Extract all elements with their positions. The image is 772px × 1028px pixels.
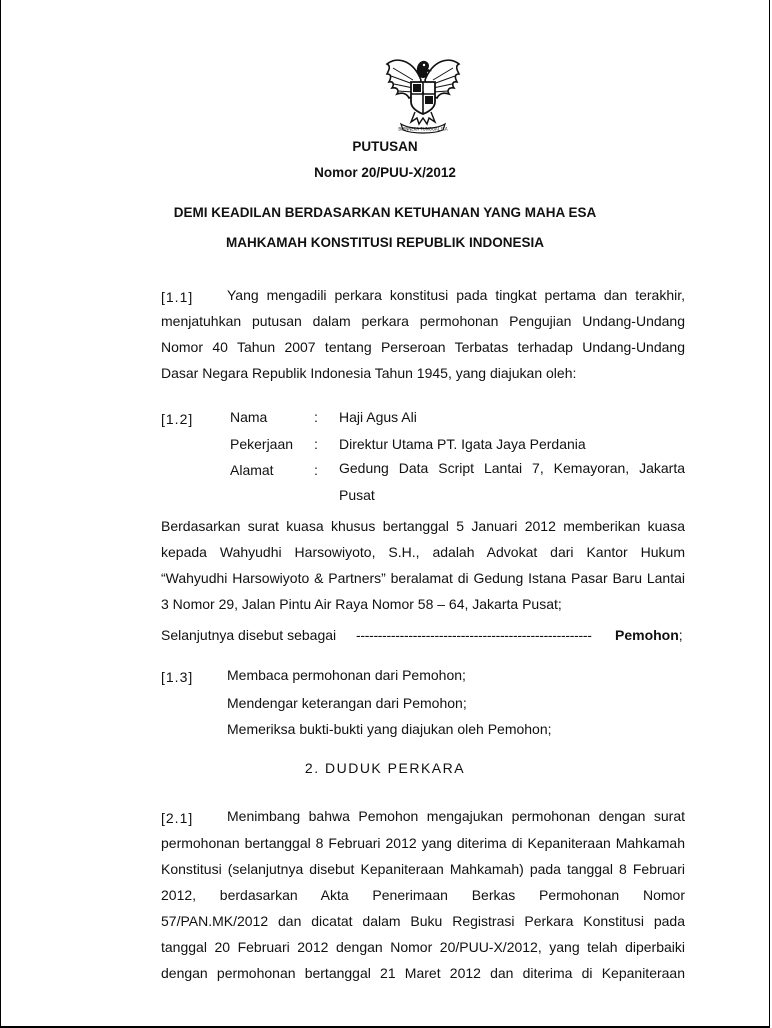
paragraph-line: Menimbang bahwa Pemohon mengajukan permohonan dengan surat	[227, 808, 685, 824]
paragraph-line: 2012, berdasarkan Akta Penerimaan Berkas Permohonan Nomor	[161, 887, 685, 903]
field-value-alamat: Gedung Data Script Lantai 7, Kemayoran, Jakarta	[339, 460, 685, 476]
garuda-emblem-icon	[383, 50, 463, 136]
paragraph-line: tanggal 20 Februari 2012 dengan Nomor 20/PUU-X/2012, yang telah diperbaiki	[161, 939, 685, 955]
paragraph-line: permohonan bertanggal 8 Februari 2012 yang diterima di Kepaniteraan Mahkamah	[161, 835, 685, 851]
field-label-nama: Nama	[230, 409, 268, 425]
paragraph-number: [1.2]	[161, 411, 194, 427]
paragraph-line: 57/PAN.MK/2012 dan dicatat dalam Buku Registrasi Perkara Konstitusi pada	[161, 913, 685, 929]
paragraph-line: dengan permohonan bertanggal 21 Maret 2012 dan diterima di Kepaniteraan	[161, 965, 685, 981]
field-value-alamat-cont: Pusat	[339, 487, 375, 503]
semicolon: ;	[678, 627, 683, 643]
paragraph-number: [1.1]	[161, 289, 194, 305]
paragraph-line: kepada Wahyudhi Harsowiyoto, S.H., adalah Advokat dari Kantor Hukum	[161, 544, 685, 560]
list-item: Mendengar keterangan dari Pemohon;	[227, 695, 467, 711]
court-name: MAHKAMAH KONSTITUSI REPUBLIK INDONESIA	[225, 235, 544, 250]
section-heading: 2. DUDUK PERKARA	[304, 760, 466, 776]
dash-leader: ------------------------------------------------------	[356, 627, 592, 643]
field-separator: :	[314, 409, 318, 425]
paragraph-line: Yang mengadili perkara konstitusi pada tingkat pertama dan terakhir,	[227, 287, 685, 303]
paragraph-line: Konstitusi (selanjutnya disebut Kepaniteraan Mahkamah) pada tanggal 8 Februari	[161, 861, 685, 877]
case-number: Nomor 20/PUU-X/2012	[314, 165, 456, 180]
paragraph-line: 3 Nomor 29, Jalan Pintu Air Raya Nomor 58 – 64, Jakarta Pusat;	[161, 596, 562, 612]
list-item: Memeriksa bukti-bukti yang diajukan oleh Pemohon;	[227, 721, 552, 737]
emblem-motto: BHINNEKA TUNGGAL IKA	[398, 126, 448, 132]
field-label-alamat: Alamat	[230, 462, 274, 478]
paragraph-line: “Wahyudhi Harsowiyoto & Partners” beralamat di Gedung Istana Pasar Baru Lantai	[161, 570, 685, 586]
field-separator: :	[314, 436, 318, 452]
field-value-nama: Haji Agus Ali	[339, 409, 417, 425]
selanjutnya-label: Selanjutnya disebut sebagai	[161, 627, 337, 643]
paragraph-number: [1.3]	[161, 669, 194, 685]
paragraph-line: Dasar Negara Republik Indonesia Tahun 1945, yang diajukan oleh:	[161, 365, 577, 381]
field-separator: :	[314, 462, 318, 478]
paragraph-line: menjatuhkan putusan dalam perkara permohonan Pengujian Undang-Undang	[161, 313, 685, 329]
field-label-pekerjaan: Pekerjaan	[230, 436, 294, 452]
paragraph-line: Nomor 40 Tahun 2007 tentang Perseroan Terbatas terhadap Undang-Undang	[161, 339, 685, 355]
document-title: PUTUSAN	[352, 139, 418, 154]
list-item: Membaca permohonan dari Pemohon;	[227, 667, 466, 683]
field-value-pekerjaan: Direktur Utama PT. Igata Jaya Perdania	[339, 436, 586, 452]
invocation: DEMI KEADILAN BERDASARKAN KETUHANAN YANG MAHA ESA	[173, 205, 597, 220]
pemohon-label: Pemohon	[615, 627, 679, 643]
paragraph-line: Berdasarkan surat kuasa khusus bertanggal 5 Januari 2012 memberikan kuasa	[161, 518, 685, 534]
paragraph-number: [2.1]	[161, 810, 194, 826]
